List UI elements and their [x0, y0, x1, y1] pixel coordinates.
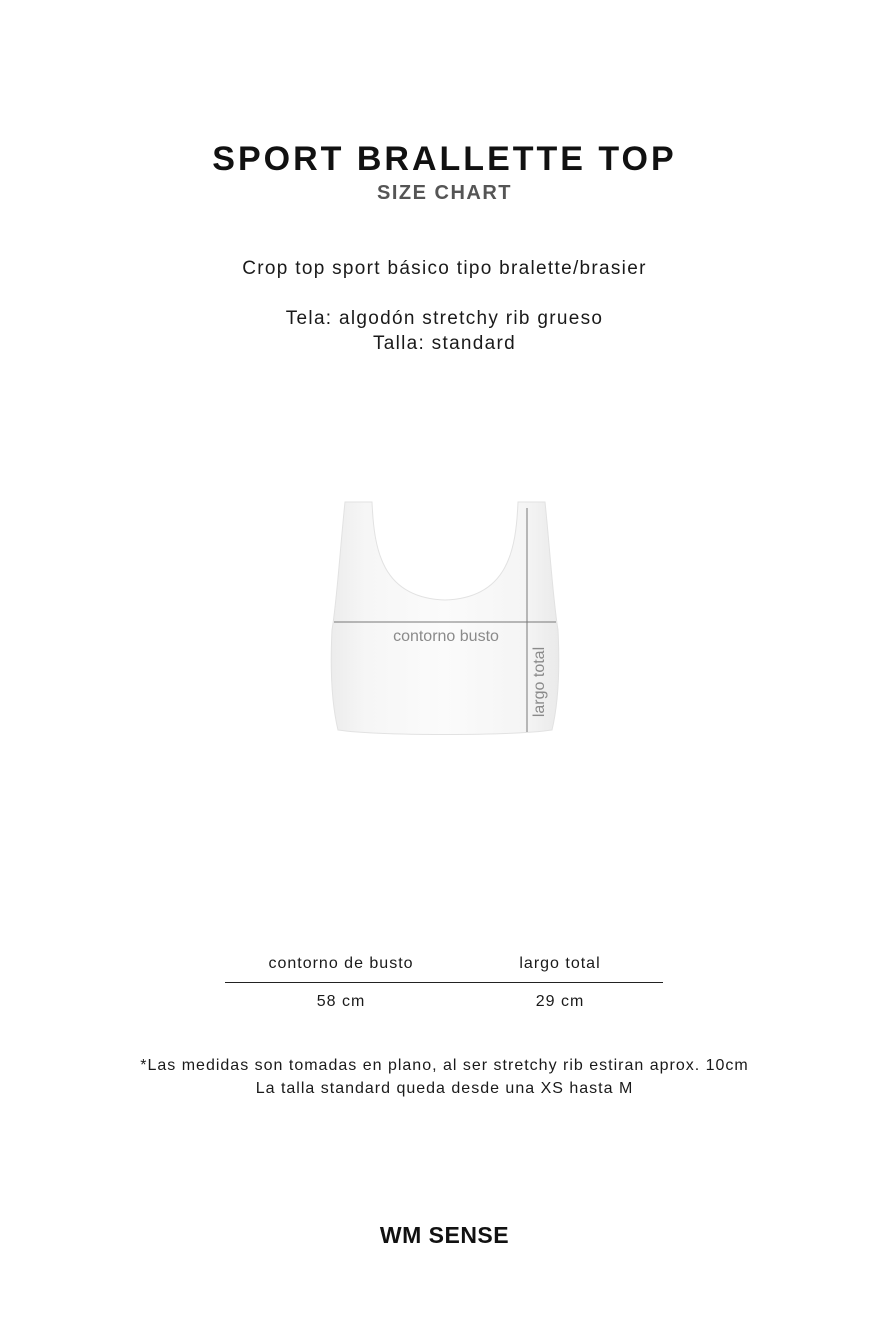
bust-label: contorno busto [393, 628, 499, 645]
header-length: largo total [519, 955, 601, 972]
bralette-shape [331, 502, 559, 735]
garment-diagram [320, 490, 570, 750]
size-table [225, 955, 663, 1011]
header-bust: contorno de busto [268, 955, 414, 972]
measurement-note: *Las medidas son tomadas en plano, al ser stretchy rib estiran aprox. 10cm [140, 1057, 749, 1074]
brand-logo: WM SENSE [379, 1222, 510, 1248]
length-label: largo total [531, 646, 548, 718]
cell-length-value: 29 cm [535, 993, 585, 1010]
cell-bust-value: 58 cm [316, 993, 366, 1010]
size-range-note: La talla standard queda desde una XS hasta M [255, 1080, 634, 1097]
table-row [225, 983, 663, 1011]
fabric-info: Tela: algodón stretchy rib grueso [285, 308, 604, 329]
page-title: SPORT BRALLETTE TOP [212, 140, 677, 178]
size-table-header [225, 955, 663, 983]
page-subtitle: SIZE CHART [377, 182, 512, 204]
size-info: Talla: standard [372, 333, 517, 354]
product-description: Crop top sport básico tipo bralette/brasier [242, 258, 647, 279]
